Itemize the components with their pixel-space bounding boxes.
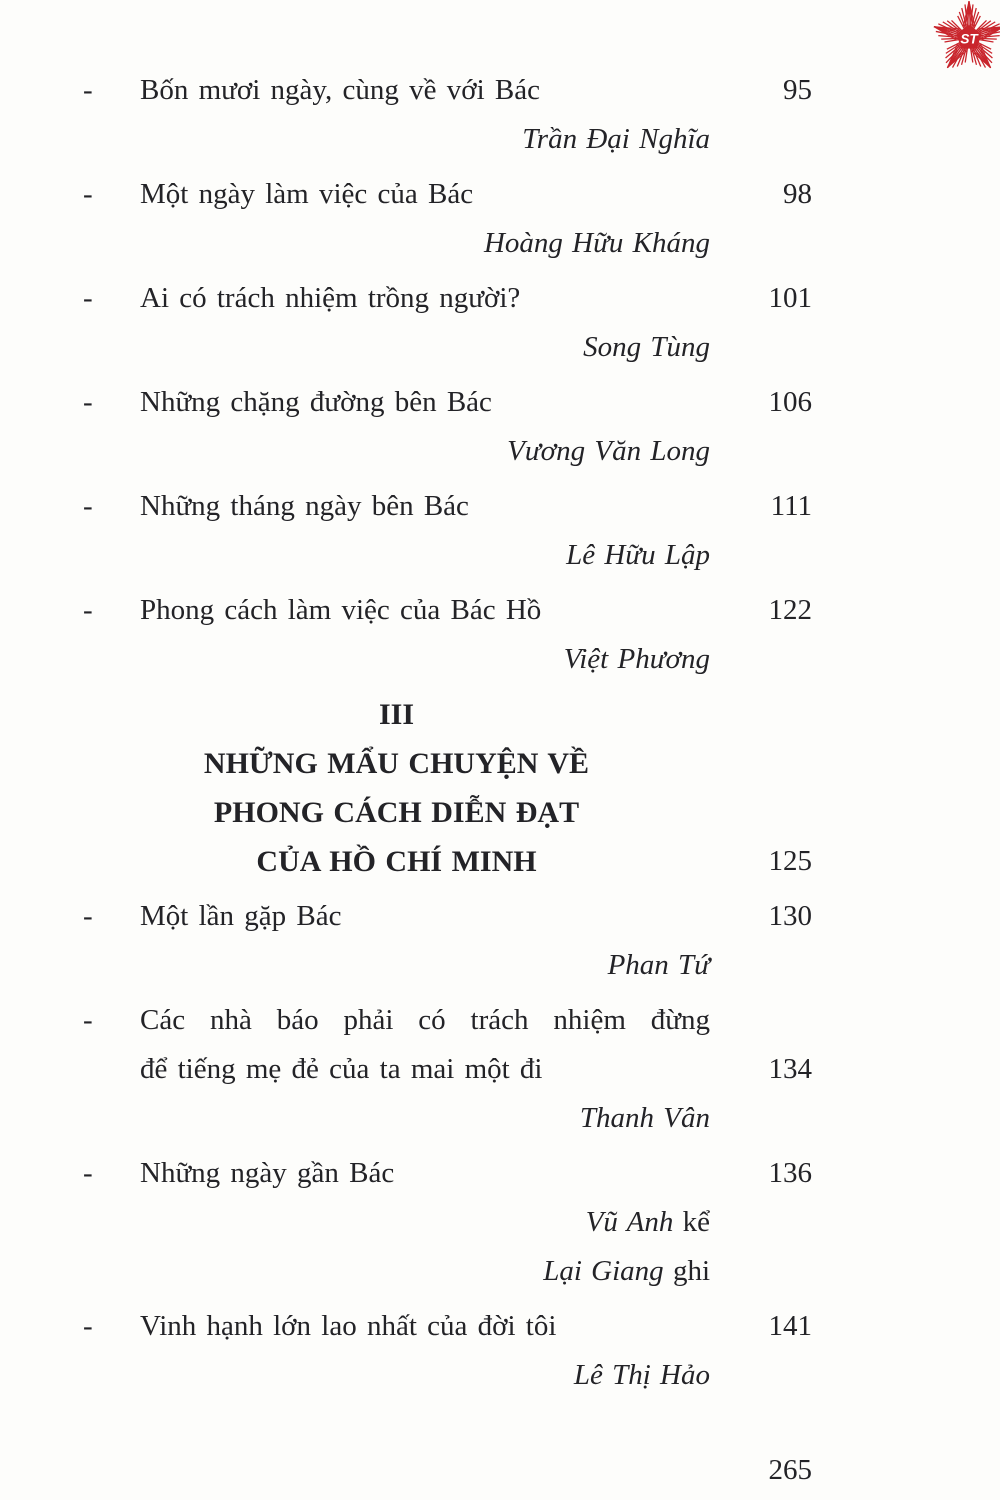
- dash-bullet: -: [83, 386, 93, 418]
- toc-title-line: Bốn mươi ngày, cùng về với Bác: [140, 74, 540, 106]
- toc-entry: [83, 586, 812, 684]
- toc-entry: [83, 274, 812, 372]
- toc-entry-author: [83, 1198, 710, 1247]
- toc-entry-row: [83, 892, 812, 941]
- toc-entry-page: 130: [768, 900, 812, 932]
- toc-entry-title: [140, 170, 710, 219]
- author-name: Vương Văn Long: [507, 435, 710, 467]
- toc-entry-page: 122: [768, 594, 812, 626]
- dash-bullet: -: [83, 1157, 93, 1189]
- toc-entry-row: [83, 482, 812, 531]
- dash-bullet: -: [83, 282, 93, 314]
- toc-entry-row: [83, 274, 812, 323]
- toc-entry-row: [83, 996, 812, 1094]
- author-name: Trần Đại Nghĩa: [522, 123, 710, 155]
- toc-entry-title: [140, 996, 710, 1094]
- toc-entry-author: [83, 531, 710, 580]
- dash-bullet: -: [83, 594, 93, 626]
- section-heading-line: PHONG CÁCH DIỄN ĐẠT: [213, 796, 580, 829]
- toc-entry-page: 111: [770, 490, 812, 522]
- toc-title-line: Những ngày gần Bác: [140, 1157, 395, 1189]
- toc-entry-row: [83, 1149, 812, 1198]
- toc-entry: [83, 378, 812, 476]
- logo-monogram: ST: [960, 31, 978, 47]
- toc-entry: [83, 1149, 812, 1296]
- toc-entry-title: [140, 66, 710, 115]
- toc-entry-author: [83, 115, 710, 164]
- toc-entry-row: [83, 586, 812, 635]
- toc-entry-page: 98: [783, 178, 812, 210]
- author-name: Lê Hữu Lập: [566, 539, 710, 571]
- dash-bullet: -: [83, 178, 93, 210]
- toc-entry: [83, 66, 812, 164]
- section-heading-row: [83, 837, 812, 886]
- toc-entry-page: 101: [768, 282, 812, 314]
- author-name: Vũ Anh: [585, 1206, 674, 1238]
- toc-title-line: Phong cách làm việc của Bác Hồ: [140, 594, 542, 626]
- dash-bullet: -: [83, 74, 93, 106]
- toc-entry-row: [83, 1302, 812, 1351]
- toc-title-line: Một lần gặp Bác: [140, 900, 342, 932]
- author-name: Song Tùng: [583, 331, 710, 363]
- toc-entry-page: 134: [768, 1053, 812, 1085]
- section-heading-line: CỦA HỒ CHÍ MINH: [256, 845, 537, 878]
- toc-entry: [83, 892, 812, 990]
- author-name: Lại Giang: [543, 1255, 664, 1287]
- toc-title-line: Các nhà báo phải có trách nhiệm đừng: [140, 1004, 710, 1036]
- toc-entry-row: [83, 378, 812, 427]
- section-heading-line: III: [378, 698, 415, 731]
- toc-section: [83, 690, 812, 886]
- toc-entry-page: 106: [768, 386, 812, 418]
- page-number: 265: [768, 1454, 812, 1486]
- section-heading-line: NHỮNG MẨU CHUYỆN VỀ: [203, 747, 590, 780]
- toc-entry-author: [83, 635, 710, 684]
- toc-entry: [83, 1302, 812, 1400]
- toc-entry-title: [140, 1149, 710, 1198]
- toc-entry-title: [140, 482, 710, 531]
- toc-entry-author: [83, 219, 710, 268]
- publisher-star-logo: [929, 0, 1000, 78]
- toc-title-line: Một ngày làm việc của Bác: [140, 178, 474, 210]
- author-name: Việt Phương: [563, 643, 710, 675]
- author-name: Thanh Vân: [579, 1102, 710, 1134]
- toc-title-line: Vinh hạnh lớn lao nhất của đời tôi: [140, 1310, 557, 1342]
- toc-entry-title: [140, 378, 710, 427]
- author-name: Hoàng Hữu Kháng: [483, 227, 710, 259]
- toc-entry-author: [83, 427, 710, 476]
- toc-title-line: Ai có trách nhiệm trồng người?: [140, 282, 521, 314]
- toc-entry: [83, 996, 812, 1143]
- toc-entry-page: 95: [783, 74, 812, 106]
- toc: [83, 66, 812, 1400]
- toc-entry-author: [83, 323, 710, 372]
- toc-entry-row: [83, 66, 812, 115]
- dash-bullet: -: [83, 1310, 93, 1342]
- author-role: ghi: [663, 1255, 710, 1287]
- toc-entry-author: [83, 1247, 710, 1296]
- toc-entry: [83, 170, 812, 268]
- toc-entry-page: 136: [768, 1157, 812, 1189]
- toc-title-line: để tiếng mẹ đẻ của ta mai một đi: [140, 1053, 543, 1085]
- toc-entry-page: 141: [768, 1310, 812, 1342]
- dash-bullet: -: [83, 900, 93, 932]
- toc-entry-title: [140, 1302, 710, 1351]
- toc-entry-title: [140, 586, 710, 635]
- author-name: Lê Thị Hảo: [573, 1359, 710, 1391]
- toc-entry-title: [140, 274, 710, 323]
- dash-bullet: -: [83, 1004, 93, 1036]
- toc-title-line: Những chặng đường bên Bác: [140, 386, 492, 418]
- author-name: Phan Tứ: [607, 949, 710, 981]
- toc-title-line: Những tháng ngày bên Bác: [140, 490, 469, 522]
- toc-entry-page: 125: [768, 845, 812, 877]
- toc-entry-title: [140, 892, 710, 941]
- toc-entry-author: [83, 1351, 710, 1400]
- author-role: kể: [673, 1206, 710, 1238]
- toc-entry-author: [83, 941, 710, 990]
- toc-entry-author: [83, 1094, 710, 1143]
- toc-entry-row: [83, 170, 812, 219]
- toc-entry: [83, 482, 812, 580]
- dash-bullet: -: [83, 490, 93, 522]
